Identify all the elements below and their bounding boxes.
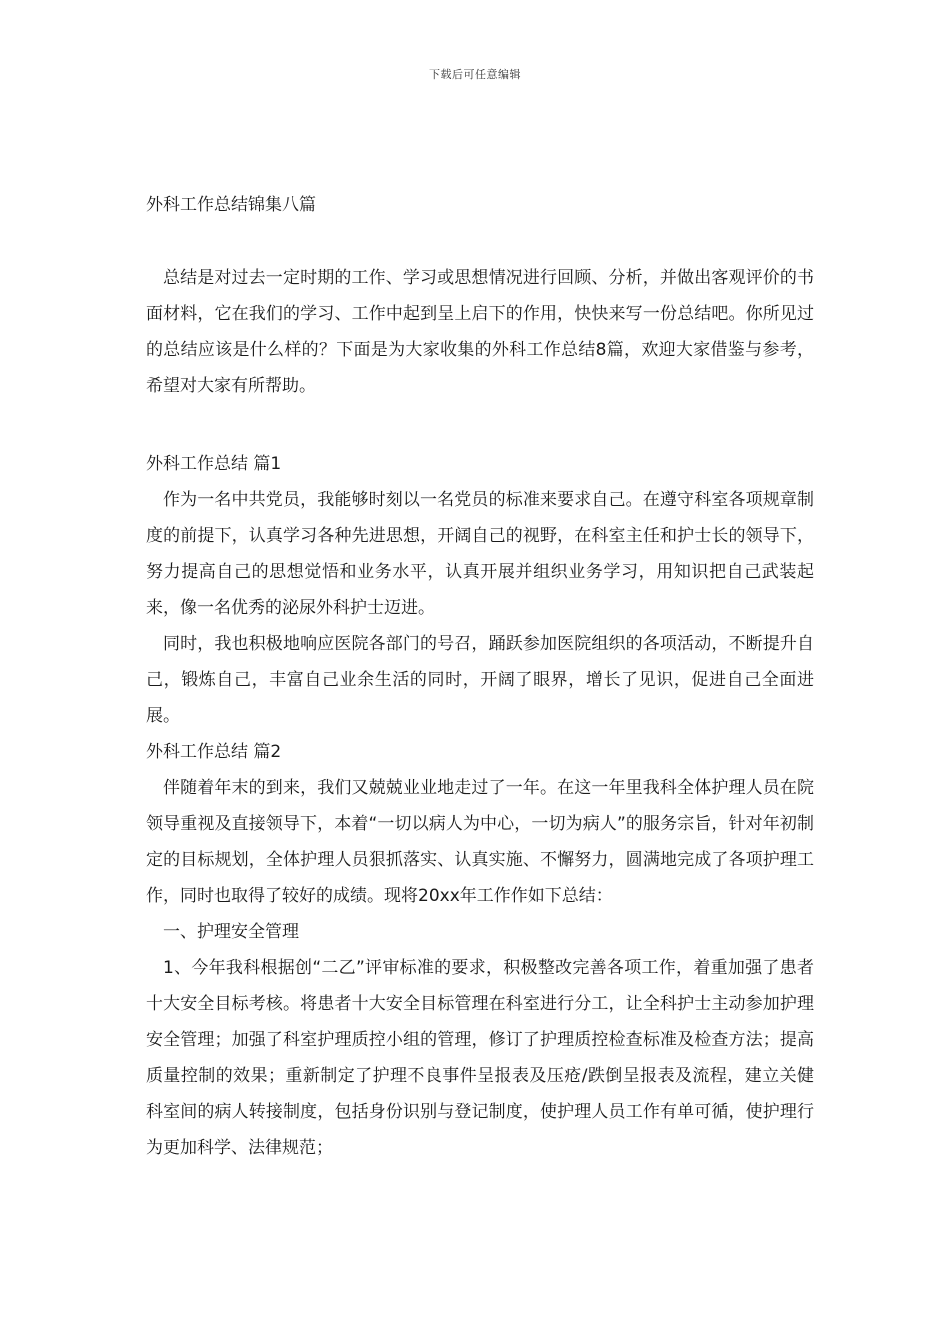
section-2-subheading: 一、护理安全管理 — [163, 922, 299, 942]
document-body — [146, 190, 814, 1166]
section-2-paragraph-2: 1、今年我科根据创“二乙”评审标准的要求，积极整改完善各项工作，着重加强了患者十大安全目标考核。将患者十大安全目标管理在科室进行分工，让全科护士主动参加护理安全管理；加强了科室护理质控小组的管理，修订了护理质控检查标准及检查方法；提高质量控制的效果；重新制定了护理不良事件呈报表及压疮/跌倒呈报表及流程，建立关健科室间的病人转接制度，包括身份识别与登记制度，使护理人员工作有单可循，使护理行为更加科学、法律规范； — [146, 958, 814, 1158]
section-heading-2: 外科工作总结 篇2 — [146, 742, 282, 762]
page-header-note: 下载后可任意编辑 — [429, 68, 521, 81]
section-1-paragraph-1: 作为一名中共党员，我能够时刻以一名党员的标准来要求自己。在遵守科室各项规章制度的前提下，认真学习各种先进思想，开阔自己的视野，在科室主任和护士长的领导下，努力提高自己的思想觉悟和业务水平，认真开展并组织业务学习，用知识把自己武装起来，像一名优秀的泌尿外科护士迈进。 — [146, 490, 814, 618]
section-2-paragraph-1: 伴随着年末的到来，我们又兢兢业业地走过了一年。在这一年里我科全体护理人员在院领导重视及直接领导下，本着“一切以病人为中心，一切为病人”的服务宗旨，针对年初制定的目标规划，全体护理人员狠抓落实、认真实施、不懈努力，圆满地完成了各项护理工作，同时也取得了较好的成绩。现将20xx年工作作如下总结： — [146, 778, 814, 906]
intro-paragraph: 总结是对过去一定时期的工作、学习或思想情况进行回顾、分析，并做出客观评价的书面材料，它在我们的学习、工作中起到呈上启下的作用，快快来写一份总结吧。你所见过的总结应该是什么样的？下面是为大家收集的外科工作总结8篇，欢迎大家借鉴与参考，希望对大家有所帮助。 — [146, 268, 814, 396]
document-title: 外科工作总结锦集八篇 — [146, 195, 316, 215]
section-1-paragraph-2: 同时，我也积极地响应医院各部门的号召，踊跃参加医院组织的各项活动，不断提升自己，锻炼自己，丰富自己业余生活的同时，开阔了眼界，增长了见识，促进自己全面进展。 — [146, 634, 814, 726]
section-heading-1: 外科工作总结 篇1 — [146, 454, 282, 474]
